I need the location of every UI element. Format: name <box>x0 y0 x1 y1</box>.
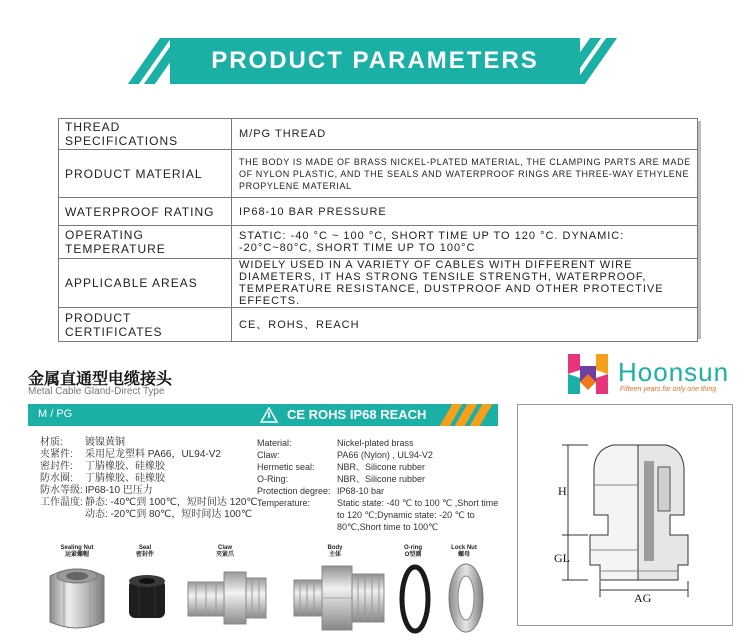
cert-list: CE ROHS IP68 REACH <box>287 407 427 422</box>
spec-value: NBR、Silicone rubber <box>337 462 426 472</box>
spec-key: 工作温度: <box>40 497 83 508</box>
spec-key: Claw: <box>257 450 280 460</box>
part-label-claw: Claw 夹紧爪 <box>215 545 234 558</box>
spec-key: Hermetic seal: <box>257 462 315 472</box>
sealing-nut-image <box>44 562 110 634</box>
lock-nut-image <box>446 560 486 636</box>
table-row <box>59 226 698 259</box>
spec-value: PA66 (Nylon) , UL94-V2 <box>337 450 433 460</box>
param-label: PRODUCT MATERIAL <box>59 150 232 198</box>
body-image <box>290 562 390 634</box>
part-label-body: Body 主体 <box>327 545 343 558</box>
spec-key <box>40 509 85 521</box>
cert-band <box>28 404 498 426</box>
list-item <box>257 437 507 449</box>
dim-label-gl: GL <box>554 551 570 565</box>
list-item <box>257 485 507 497</box>
warning-triangle-icon <box>260 407 278 423</box>
dim-label-ag: AG <box>634 591 652 605</box>
spec-value: NBR、Silicone rubber <box>337 474 426 484</box>
spec-value: 丁腈橡胶、硅橡胶 <box>85 461 165 472</box>
spec-value: 采用尼龙塑料 PA66，UL94-V2 <box>85 449 221 460</box>
brand-slogan: Fifteen years for only one thing <box>620 386 717 393</box>
spec-value: Nickel-plated brass <box>337 438 414 448</box>
spec-key: 夹紧件: <box>40 449 73 460</box>
part-label-o-ring: O-ring O型圈 <box>404 545 422 558</box>
list-item <box>40 461 258 473</box>
list-item <box>257 461 507 473</box>
list-item <box>257 497 507 533</box>
spec-value: IP68-10 巴压力 <box>85 485 153 496</box>
param-label: OPERATING TEMPERATURE <box>59 226 232 259</box>
spec-key: Protection degree: <box>257 486 331 496</box>
spec-value: 丁腈橡胶、硅橡胶 <box>85 473 165 484</box>
table-row <box>59 308 698 342</box>
logo-mark-icon <box>566 352 610 396</box>
list-item <box>40 473 258 485</box>
part-label-lock-nut: Lock Nut 螺母 <box>451 545 477 558</box>
product-parameters-banner <box>0 36 750 86</box>
spec-key: 密封件: <box>40 461 73 472</box>
thread-model: M / PG <box>38 408 73 420</box>
spec-value: Static state: -40 ℃ to 100 ℃ ,Short time to 120 ℃;Dynamic state: -20 ℃ to 80℃,Short time to 100℃ <box>337 498 499 532</box>
hoonsun-logo <box>566 352 736 396</box>
part-label-seal: Seal 密封件 <box>135 545 154 558</box>
spec-key: Material: <box>257 438 292 448</box>
parameter-table <box>58 118 698 342</box>
table-row <box>59 259 698 308</box>
list-item <box>257 449 507 461</box>
claw-image <box>182 566 272 630</box>
spec-value: IP68-10 bar <box>337 486 385 496</box>
param-value: M/PG THREAD <box>232 119 698 150</box>
list-item <box>257 473 507 485</box>
spec-key: 防水等级: <box>40 485 83 496</box>
param-label: WATERPROOF RATING <box>59 198 232 226</box>
param-label: APPLICABLE AREAS <box>59 259 232 308</box>
dim-label-h: H <box>558 484 567 498</box>
spec-list-cn <box>40 437 258 521</box>
o-ring-image <box>398 562 432 636</box>
spec-value: 镀镍黄铜 <box>85 437 125 448</box>
spec-key: 防水圈: <box>40 473 73 484</box>
spec-value: 动态: -20℃到 80℃，短时间达 100℃ <box>85 509 253 520</box>
brand-name: Hoonsun <box>618 357 730 387</box>
table-row <box>59 150 698 198</box>
product-subtitle-en: Metal Cable Gland-Direct Type <box>28 386 165 397</box>
table-row <box>59 198 698 226</box>
list-item <box>40 485 258 497</box>
param-label: PRODUCT CERTIFICATES <box>59 308 232 342</box>
spec-key: 材质: <box>40 437 63 448</box>
param-value: THE BODY IS MADE OF BRASS NICKEL-PLATED MATERIAL, THE CLAMPING PARTS ARE MADE OF NYLON PLASTIC, AND THE SEALS AND WATERPROOF RINGS ARE THREE-WAY ETHYLENE PROPYLENE MATERIAL <box>232 150 698 198</box>
part-label-sealing-nut: Sealing Nut 运紧螺帽 <box>60 545 94 558</box>
param-value: STATIC: -40 °C ~ 100 °C, SHORT TIME UP TO 120 °C. DYNAMIC: -20°C~80°C, SHORT TIME UP TO 100°C <box>232 226 698 259</box>
param-label: THREAD SPECIFICATIONS <box>59 119 232 150</box>
seal-image <box>125 572 169 624</box>
banner-title: PRODUCT PARAMETERS <box>211 47 539 74</box>
table-row <box>59 119 698 150</box>
param-value: IP68-10 BAR PRESSURE <box>232 198 698 226</box>
technical-drawing <box>517 404 733 626</box>
spec-key: Temperature: <box>257 498 311 508</box>
product-title-cn: 金属直通型电缆接头 <box>28 371 173 388</box>
list-item <box>40 497 258 509</box>
list-item <box>40 437 258 449</box>
list-item <box>40 509 258 521</box>
spec-list-en <box>257 437 507 533</box>
spec-value: 静态: -40℃到 100℃，短时间达 120℃ <box>85 497 258 508</box>
list-item <box>40 449 258 461</box>
spec-key: O-Ring: <box>257 474 289 484</box>
param-value: CE、ROHS、REACH <box>232 308 698 342</box>
param-value: WIDELY USED IN A VARIETY OF CABLES WITH DIFFERENT WIRE DIAMETERS, IT HAS STRONG TENSILE STRENGTH, WATERPROOF, TEMPERATURE RESISTANCE, DUSTPROOF AND OTHER PROTECTIVE EFFECTS. <box>232 259 698 308</box>
